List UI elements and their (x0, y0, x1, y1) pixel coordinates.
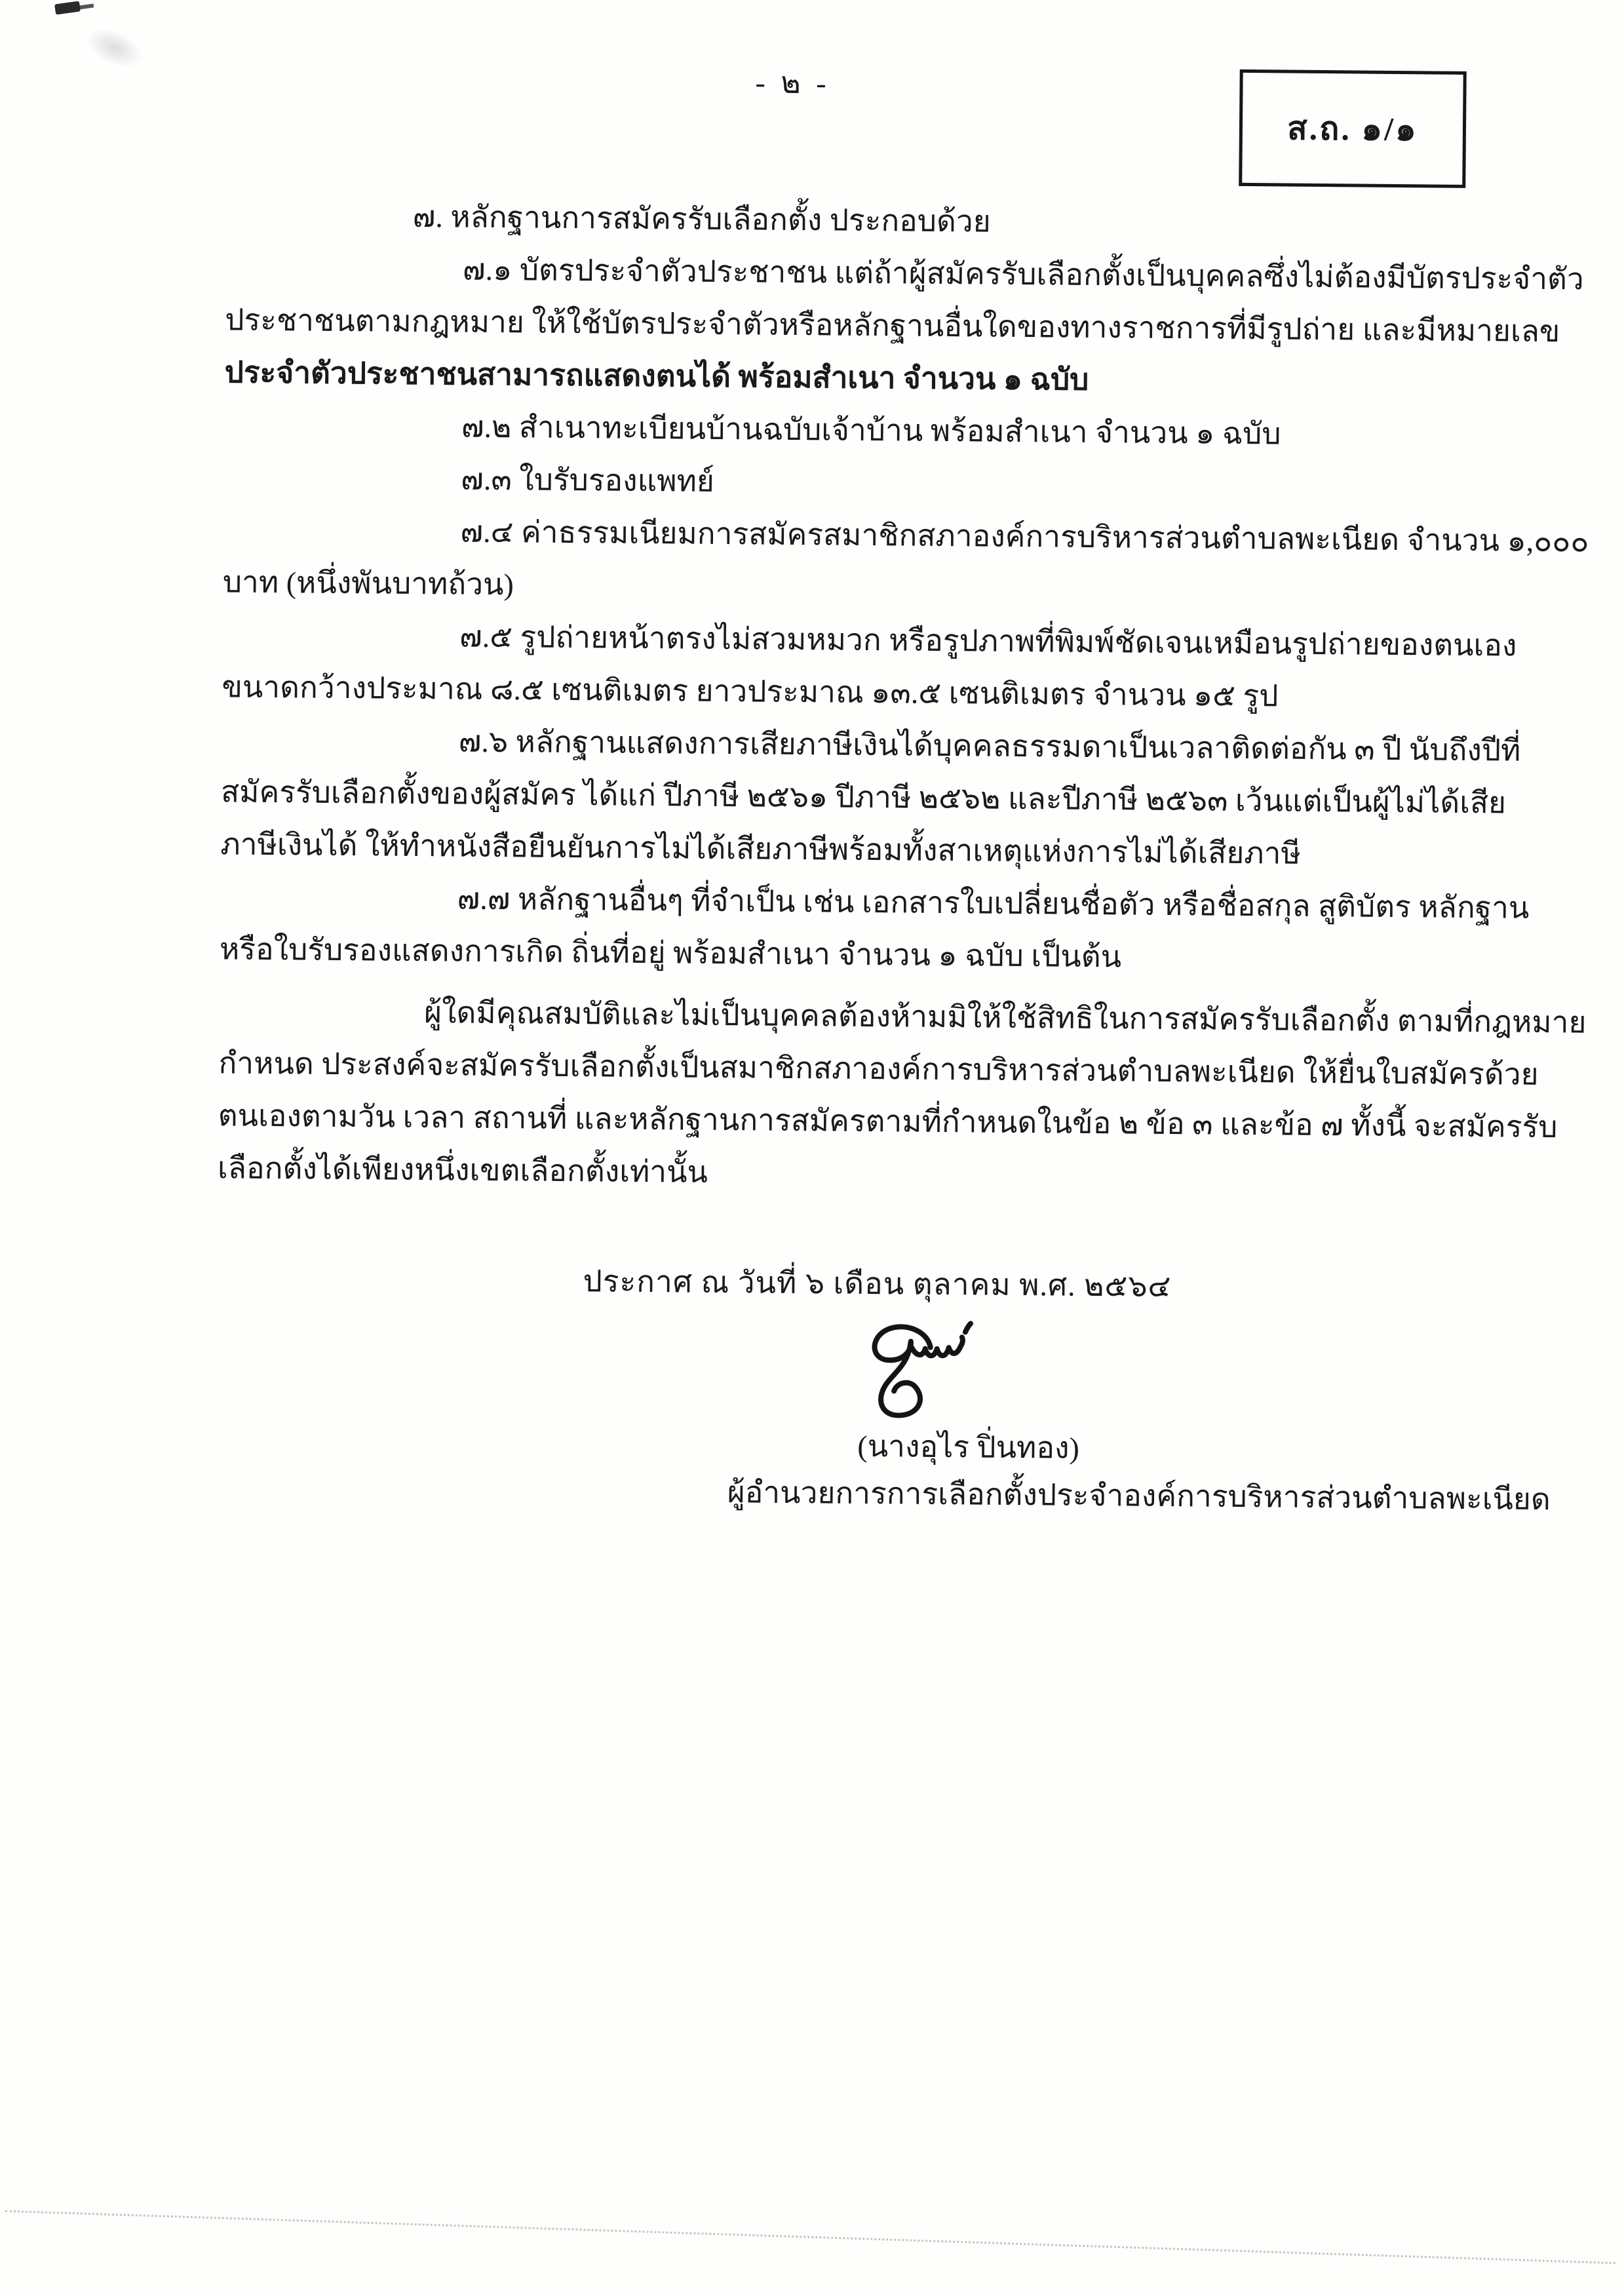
page-number: - ๒ - (755, 66, 830, 100)
line-7-1-b: ประชาชนตามกฎหมาย ให้ใช้บัตรประจำตัวหรือหลักฐานอื่นใดของทางราชการที่มีรูปถ่าย และมีหมายเลข (225, 303, 1560, 349)
closing-paragraph-line-1: ผู้ใดมีคุณสมบัติและไม่เป็นบุคคลต้องห้ามมิให้ใช้สิทธิในการสมัครรับเลือกตั้ง ตามที่กฎหมาย (423, 996, 1587, 1040)
signer-title: ผู้อำนวยการการเลือกตั้งประจำองค์การบริหารส่วนตำบลพะเนียด (727, 1475, 1551, 1517)
form-code-box (1239, 69, 1467, 188)
line-7-6-a: ๗.๖ หลักฐานแสดงการเสียภาษีเงินได้บุคคลธรรมดาเป็นเวลาติดต่อกัน ๓ ปี นับถึงปีที่ (458, 724, 1521, 768)
line-7-1-c: ประจำตัวประชาชนสามารถแสดงตนได้ พร้อมสำเนา จำนวน ๑ ฉบับ (224, 355, 1089, 397)
closing-paragraph-line-2: กำหนด ประสงค์จะสมัครรับเลือกตั้งเป็นสมาชิกสภาองค์การบริหารส่วนตำบลพะเนียด ให้ยื่นใบสมัครด้วย (218, 1046, 1539, 1091)
line-7-3: ๗.๓ ใบรับรองแพทย์ (461, 462, 715, 498)
line-7-4-a: ๗.๔ ค่าธรรมเนียมการสมัครสมาชิกสภาองค์การบริหารส่วนตำบลพะเนียด จำนวน ๑,๐๐๐ (460, 515, 1589, 558)
line-7-2: ๗.๒ สำเนาทะเบียนบ้านฉบับเจ้าบ้าน พร้อมสำเนา จำนวน ๑ ฉบับ (461, 410, 1281, 451)
line-7-7-b: หรือใบรับรองแสดงการเกิด ถิ่นที่อยู่ พร้อมสำเนา จำนวน ๑ ฉบับ เป็นต้น (219, 932, 1122, 974)
announcement-date-line: ประกาศ ณ วันที่ ๖ เดือน ตุลาคม พ.ศ. ๒๕๖๔ (583, 1264, 1172, 1304)
section-7-heading: ๗. หลักฐานการสมัครรับเลือกตั้ง ประกอบด้วย (412, 199, 991, 239)
signature-icon (864, 1319, 983, 1419)
line-7-7-a: ๗.๗ หลักฐานอื่นๆ ที่จำเป็น เช่น เอกสารใบเปลี่ยนชื่อตัว หรือชื่อสกุล สูติบัตร หลักฐาน (457, 882, 1530, 925)
line-7-5-b: ขนาดกว้างประมาณ ๘.๕ เซนติเมตร ยาวประมาณ ๑๓.๕ เซนติเมตร จำนวน ๑๕ รูป (222, 670, 1279, 713)
form-code-label: ส.ถ. ๑/๑ (1286, 109, 1419, 147)
line-7-5-a: ๗.๕ รูปถ่ายหน้าตรงไม่สวมหมวก หรือรูปภาพที่พิมพ์ชัดเจนเหมือนรูปถ่ายของตนเอง (459, 619, 1517, 663)
line-7-6-b: สมัครรับเลือกตั้งของผู้สมัคร ได้แก่ ปีภาษี ๒๕๖๑ ปีภาษี ๒๕๖๒ และปีภาษี ๒๕๖๓ เว้นแต่เป็นผู้ไม่ได้เสีย (220, 775, 1507, 820)
signer-name: (นางอุไร ปิ่นทอง) (857, 1429, 1080, 1465)
document-body (214, 189, 1589, 1525)
line-7-1-a: ๗.๑ บัตรประจำตัวประชาชน แต่ถ้าผู้สมัครรับเลือกตั้งเป็นบุคคลซึ่งไม่ต้องมีบัตรประจำตัว (462, 252, 1584, 296)
line-7-6-c: ภาษีเงินได้ ให้ทำหนังสือยืนยันการไม่ได้เสียภาษีพร้อมทั้งสาเหตุแห่งการไม่ได้เสียภาษี (220, 827, 1301, 870)
closing-paragraph-line-3: ตนเองตามวัน เวลา สถานที่ และหลักฐานการสมัครตามที่กำหนดในข้อ ๒ ข้อ ๓ และข้อ ๗ ทั้งนี้ จะสมัครรับ (218, 1098, 1558, 1144)
closing-paragraph-line-4: เลือกตั้งได้เพียงหนึ่งเขตเลือกตั้งเท่านั้น (217, 1151, 708, 1189)
handwritten-signature-glyph (864, 1319, 983, 1419)
line-7-4-b: บาท (หนึ่งพันบาทถ้วน) (222, 565, 514, 602)
